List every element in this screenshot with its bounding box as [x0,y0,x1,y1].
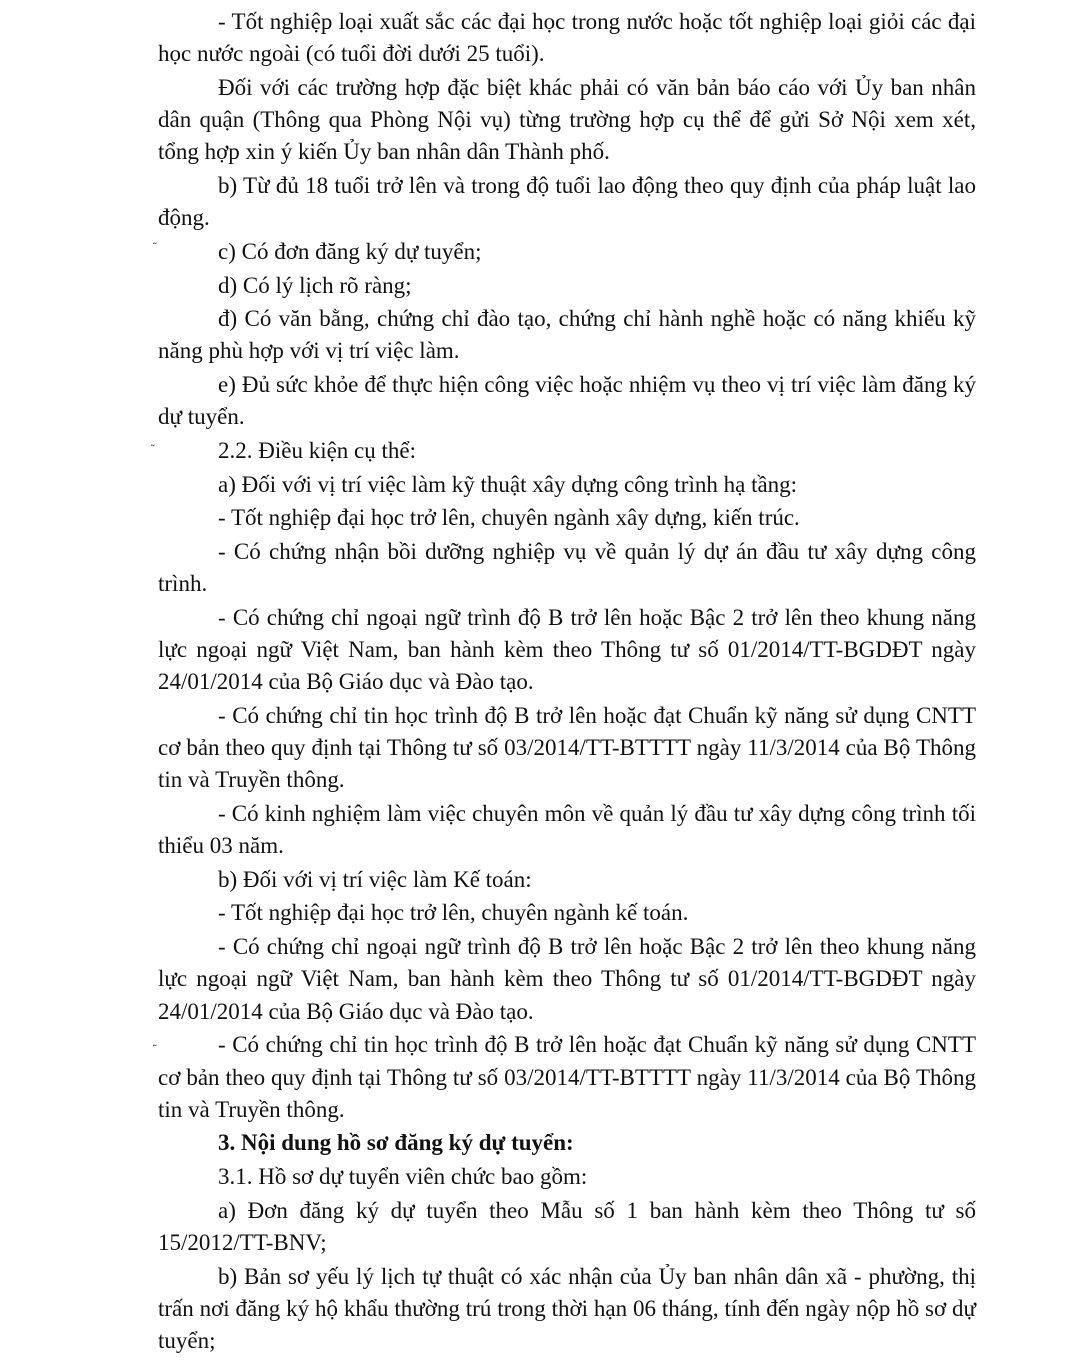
paragraph: - Tốt nghiệp đại học trở lên, chuyên ngành kế toán. [218,900,689,926]
paragraph: b) Từ đủ 18 tuổi trở lên và trong độ tuổi lao động theo quy định của pháp luật lao động. [158,173,976,231]
document-body [158,6,976,1359]
paragraph: - Có chứng nhận bồi dưỡng nghiệp vụ về quản lý dự án đầu tư xây dựng công trình. [158,538,976,597]
paragraph: b) Bản sơ yếu lý lịch tự thuật có xác nhận của Ủy ban nhân dân xã - phường, thị trấn nơi đăng ký hộ khẩu thường trú trong thời hạn 06 tháng, tính đến ngày nộp hồ sơ dự tuyển; [158,1263,976,1354]
paragraph: 3.1. Hồ sơ dự tuyển viên chức bao gồm: [218,1164,588,1190]
paragraph: - Có chứng chỉ ngoại ngữ trình độ B trở lên hoặc Bậc 2 trở lên theo khung năng lực ngoại ngữ Việt Nam, ban hành kèm theo Thông tư số 01/2014/TT-BGDĐT ngày 24/01/2014 của Bộ Giáo dục và Đào tạo. [158,604,976,695]
paragraph: - Có kinh nghiệm làm việc chuyên môn về quản lý đầu tư xây dựng công trình tối thiểu 03 năm. [158,800,976,859]
paragraph: d) Có lý lịch rõ ràng; [218,272,412,298]
section-heading: 3. Nội dung hồ sơ đăng ký dự tuyển: [218,1130,574,1156]
paragraph: đ) Có văn bằng, chứng chỉ đào tạo, chứng chỉ hành nghề hoặc có năng khiếu kỹ năng phù hợp với vị trí việc làm. [158,306,976,364]
scan-speck-mark: ˜ [152,1043,158,1056]
paragraph: Đối với các trường hợp đặc biệt khác phải có văn bản báo cáo với Ủy ban nhân dân quận (Thông qua Phòng Nội vụ) từng trường hợp cụ thể để gửi Sở Nội xem xét, tổng hợp xin ý kiến Ủy ban nhân dân Thành phố. [158,74,976,165]
scan-speck-mark: ˜ [150,443,156,456]
paragraph: e) Đủ sức khỏe để thực hiện công việc hoặc nhiệm vụ theo vị trí việc làm đăng ký dự tuyển. [158,372,976,430]
paragraph: - Có chứng chỉ ngoại ngữ trình độ B trở lên hoặc Bậc 2 trở lên theo khung năng lực ngoại ngữ Việt Nam, ban hành kèm theo Thông tư số 01/2014/TT-BGDĐT ngày 24/01/2014 của Bộ Giáo dục và Đào tạo. [158,934,976,1024]
paragraph: a) Đơn đăng ký dự tuyển theo Mẫu số 1 ban hành kèm theo Thông tư số 15/2012/TT-BNV; [158,1197,976,1255]
paragraph: - Có chứng chỉ tin học trình độ B trở lên hoặc đạt Chuẩn kỹ năng sử dụng CNTT cơ bản theo quy định tại Thông tư số 03/2014/TT-BTTTT ngày 11/3/2014 của Bộ Thông tin và Truyền thông. [158,702,976,793]
paragraph: b) Đối với vị trí việc làm Kế toán: [218,866,532,892]
paragraph: - Tốt nghiệp đại học trở lên, chuyên ngành xây dựng, kiến trúc. [218,505,800,531]
paragraph: - Có chứng chỉ tin học trình độ B trở lên hoặc đạt Chuẩn kỹ năng sử dụng CNTT cơ bản theo quy định tại Thông tư số 03/2014/TT-BTTTT ngày 11/3/2014 của Bộ Thông tin và Truyền thông. [158,1032,976,1122]
paragraph: a) Đối với vị trí việc làm kỹ thuật xây dựng công trình hạ tầng: [218,471,798,497]
scan-speck-mark: ˜ [152,241,158,254]
paragraph: - Tốt nghiệp loại xuất sắc các đại học trong nước hoặc tốt nghiệp loại giỏi các đại học nước ngoài (có tuổi đời dưới 25 tuổi). [158,9,976,67]
paragraph: 2.2. Điều kiện cụ thể: [218,437,417,463]
paragraph: c) Có đơn đăng ký dự tuyển; [218,238,482,264]
